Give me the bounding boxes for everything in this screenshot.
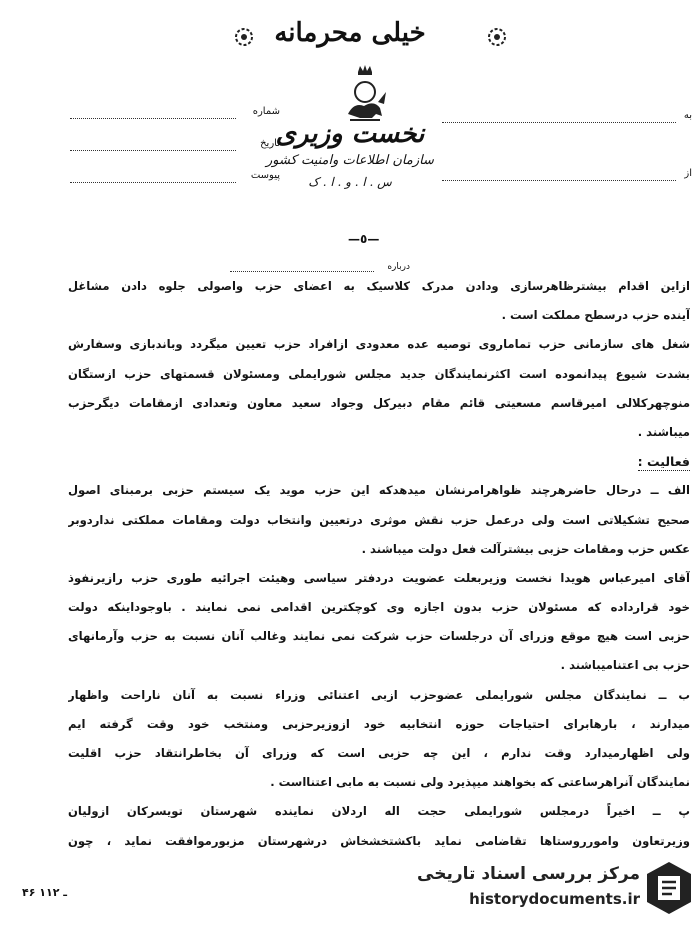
page-separator: —٥—: [348, 232, 380, 246]
from-label: از: [684, 168, 692, 179]
text-line: آینده حزب درسطح مملکت است .: [501, 308, 690, 323]
dotted-line: [70, 182, 236, 183]
watermark: [410, 860, 698, 940]
text-line: عکس حزب ومقامات حزبی بیشترآلت فعل دولت میباشند .: [361, 541, 690, 556]
document-body: [68, 272, 690, 892]
section-heading: [68, 447, 690, 476]
date-field: [70, 138, 280, 158]
text-line: خود قرارداده که مسئولان حزب بدون اجازه وی کوچکترین اقدامی نمی نمایند . باوجوداینکه دولت: [68, 600, 690, 615]
text-line: میدارند ، بارهابرای احتیاجات حوزه انتخابیه خود ازوزیرحزبی ومنتخب خود وقت گرفته ایم: [68, 716, 690, 731]
subject-label: درباره: [387, 262, 410, 272]
paragraph: [68, 797, 690, 855]
office-code: س . ا . و . ا . ک: [308, 175, 392, 189]
text-line: ازاین اقدام بیشترظاهرسازی ودادن مدرک کلاسیک به اعضای حزب واصولی جلوه دادن مشاغل: [68, 279, 690, 293]
text-line: صحیح تشکیلاتی است ولی درعمل حزب نقش موثری درتعیین وانتخاب دولت ومقامات مملکتی نداردوبر: [68, 512, 690, 527]
ornament-icon: [486, 26, 508, 48]
text-line: بشدت شیوع پیدانموده است اکثرنمایندگان جدید مجلس شورایملی ومسئولان قسمتهای حزب ازستگان: [68, 366, 690, 381]
classification-stamp: خیلی محرمانه: [274, 18, 426, 48]
to-label: به: [683, 110, 692, 121]
dotted-line: [70, 118, 236, 119]
letterhead: [250, 118, 450, 190]
watermark-title: مرکز بررسی اسناد تاریخی: [417, 864, 640, 884]
dotted-line: [70, 150, 236, 151]
lion-and-sun-emblem-icon: [340, 62, 390, 126]
paragraph: [68, 272, 690, 330]
text-line: الف ــ درحال حاضرهرچند ظواهرامرنشان میدهدکه این حزب موید یک سیستم حزبی برمبنای اصول: [68, 483, 690, 498]
dotted-line: [442, 122, 676, 123]
to-field: [442, 110, 692, 130]
text-line: آقای امیرعباس هویدا نخست وزیربعلت عضویت دردفتر سیاسی وهیئت اجرائیه طوری حزب رازیرنفوذ: [68, 570, 690, 585]
text-line: ب ــ نمایندگان مجلس شورایملی عضوحزب ازبی اعتنائی وزراء نسبت به آنان ناراحت واظهار: [68, 687, 690, 702]
paragraph: [68, 476, 690, 564]
office-title: نخست وزیری: [275, 119, 425, 149]
text-line: منوچهرکلالی امیرقاسم مسعیتی قائم مقام دبیرکل وجواد سعید معاون وتعدادی ازمقامات دیگرحزب: [68, 395, 690, 410]
number-field: [70, 106, 280, 126]
paragraph: [68, 330, 690, 447]
text-line: حزبی است هیچ موقع وزرای آن درجلسات حزب شرکت نمی نمایند وغالب آنان نسبت به حزب وآرمانهای: [68, 629, 690, 644]
office-subtitle: سازمان اطلاعات وامنیت کشور: [266, 153, 434, 168]
section-heading-text: فعالیت :: [637, 454, 690, 470]
archive-logo-icon: [644, 860, 694, 916]
text-line: پ ــ اخیراً درمجلس شورایملی حجت اله اردلان نماینده شهرستان تویسرکان ازولیان: [68, 804, 690, 819]
text-line: حزب بی اعتنامیباشند .: [560, 658, 690, 673]
number-label: شماره: [252, 106, 280, 117]
text-line: نمایندگان آنراهرساعتی که بخواهند میپذیرد ولی نسبت به مابی اعتنااست .: [270, 775, 690, 790]
from-field: [442, 168, 692, 188]
text-line: شغل های سازمانی حزب تماماروی توصیه عده معدودی ازافراد حزب تعیین میگردد وباندبازی وسفارش: [68, 337, 690, 352]
text-line: میباشند .: [637, 424, 690, 439]
dotted-line: [442, 180, 676, 181]
attachment-label: پیوست: [250, 170, 280, 181]
date-label: تاریخ: [260, 138, 280, 149]
text-line: ولی اظهارمیدارد وقت ندارم ، این چه حزبی است که وزرای آن بخاطرانتقاد حزب اقلیت: [68, 746, 690, 760]
file-number: ۴۶ ـ ۱۱۲: [22, 886, 68, 899]
paragraph: [68, 681, 690, 798]
attachment-field: [70, 170, 280, 190]
paragraph: [68, 564, 690, 681]
text-line: وزیرتعاون وامورروستاها تقاضامی نماید باکشتخشخاش درشهرستان مزبورموافقت نماید ، چون: [68, 833, 690, 848]
watermark-url: historydocuments.ir: [469, 890, 640, 908]
